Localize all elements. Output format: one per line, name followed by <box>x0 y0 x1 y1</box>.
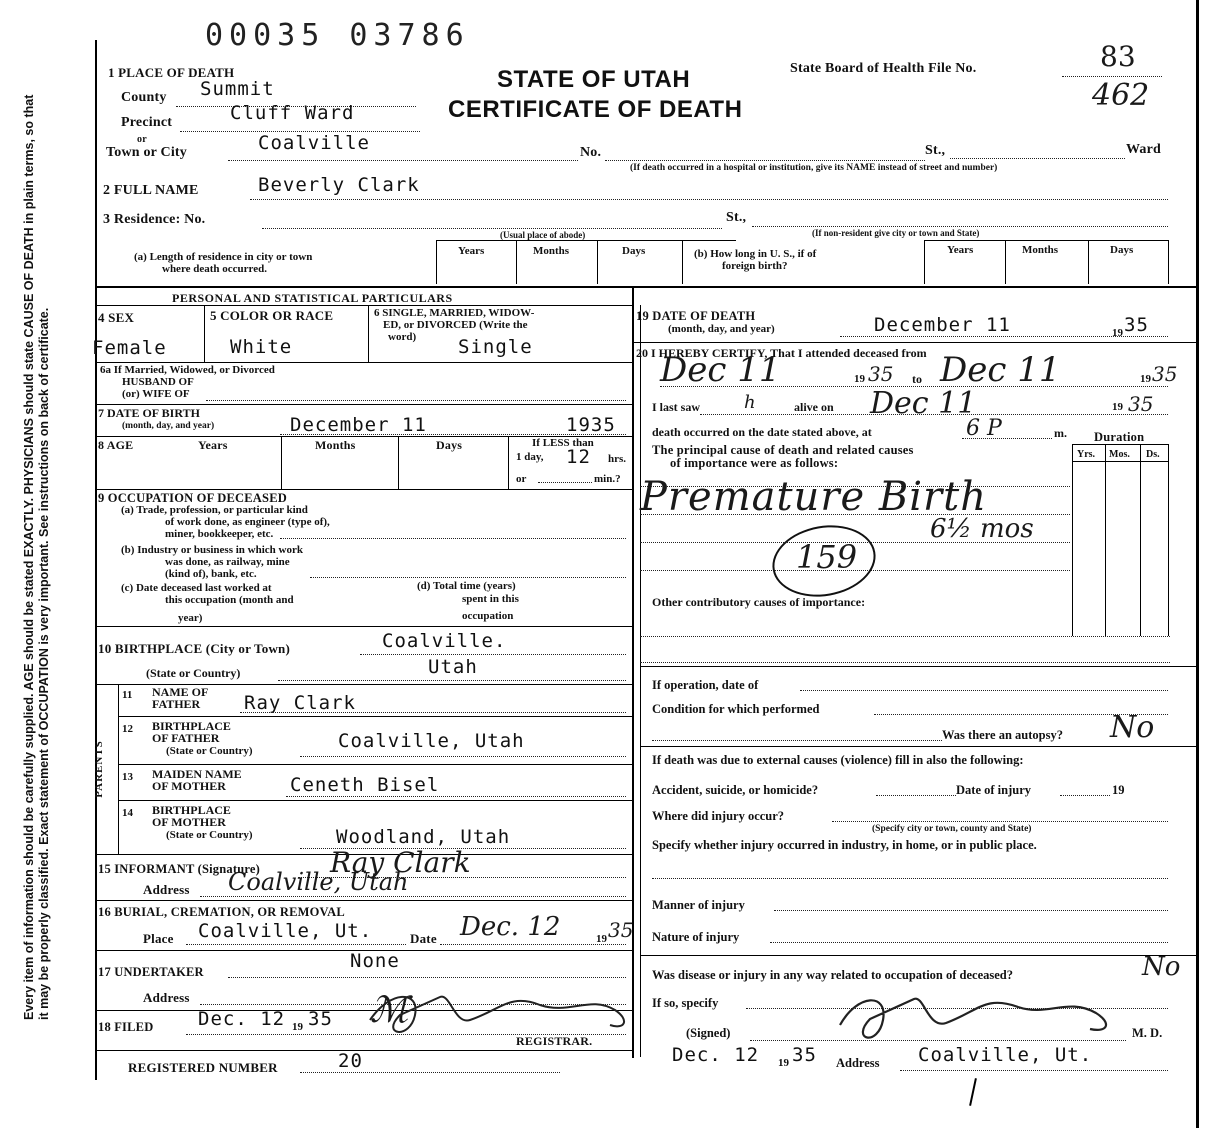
filed-label: 18 FILED <box>98 1020 154 1034</box>
signed-date: Dec. 12 <box>672 1044 760 1066</box>
age-days-header: Days <box>436 438 463 452</box>
marital-label-c: word) <box>388 331 417 343</box>
state-title: STATE OF UTAH <box>497 66 691 93</box>
registrar-signature: ℳ <box>370 990 407 1031</box>
birthplace-state: Utah <box>428 656 478 678</box>
burial-year: 35 <box>608 918 634 942</box>
last-saw-label: I last saw <box>652 400 701 414</box>
md-label: M. D. <box>1132 1026 1163 1040</box>
residence-length-label-b: where death occurred. <box>162 263 267 275</box>
minutes-label: min.? <box>594 473 621 485</box>
parents-side-label: PARENTS <box>92 740 105 798</box>
death-year-prefix: 19 <box>1112 327 1123 339</box>
attended-from-year: 35 <box>868 362 894 386</box>
us-years-header: Years <box>947 244 974 256</box>
alive-on-label: alive on <box>794 400 834 414</box>
certificate-title: CERTIFICATE OF DEATH <box>448 96 743 123</box>
injury-year-label: 19 <box>1112 783 1125 797</box>
instructions-sidebar <box>22 90 82 1020</box>
precinct-value: Cluff Ward <box>230 102 355 124</box>
date-of-death-year: 35 <box>1124 314 1149 336</box>
filed-date: Dec. 12 <box>198 1008 286 1030</box>
occupation-c-line1: (c) Date deceased last worked at <box>121 582 272 594</box>
county-label: County <box>121 90 167 105</box>
burial-place-label: Place <box>143 931 174 946</box>
non-resident-note: (If non-resident give city or town and State) <box>812 228 980 238</box>
certify-label: 20 I HEREBY CERTIFY, That I attended deceased from <box>636 346 927 360</box>
duration-years-header: Yrs. <box>1077 449 1096 460</box>
autopsy-value: No <box>1110 710 1155 745</box>
occupation-related-label: Was disease or injury in any way related to occupation of deceased? <box>652 968 1013 982</box>
circled-code: 159 <box>796 538 858 576</box>
occupation-b-line1: (b) Industry or business in which work <box>121 544 303 556</box>
last-saw-year-prefix: 19 <box>1112 401 1123 413</box>
ward-label: Ward <box>1126 142 1162 157</box>
informant-address: Coalville, Utah <box>228 868 409 896</box>
file-number-label: State Board of Health File No. <box>790 61 977 76</box>
cause-of-death-detail: 6½ mos <box>930 514 1034 544</box>
street-label: St., <box>925 143 946 158</box>
occupation-b-line2: was done, as railway, mine <box>165 556 290 568</box>
occupation-a-line3: miner, bookkeeper, etc. <box>165 528 274 540</box>
registered-number: 20 <box>338 1050 363 1072</box>
dob-year: 1935 <box>566 414 616 436</box>
residence-label: 3 Residence: No. <box>103 212 206 227</box>
attended-to-year: 35 <box>1152 362 1178 386</box>
occupation-d-line2: spent in this <box>462 593 519 605</box>
father-birthplace-label-a: BIRTHPLACE <box>152 719 231 733</box>
filed-year-prefix: 19 <box>292 1021 303 1033</box>
occupation-c-line3: year) <box>178 612 203 624</box>
date-of-death-sublabel: (month, day, and year) <box>668 323 775 335</box>
us-days-header: Days <box>1110 244 1134 256</box>
precinct-label: Precinct <box>121 115 173 130</box>
dob-label-b: (month, day, and year) <box>122 421 215 431</box>
less-than-label: If LESS than <box>532 437 594 449</box>
birthplace-state-label: (State or Country) <box>146 666 241 680</box>
one-day-label: 1 day, <box>516 451 544 463</box>
birthplace-city: Coalville. <box>382 630 507 652</box>
father-birthplace-label-b: OF FATHER <box>152 731 220 745</box>
burial-date-label: Date <box>410 931 437 946</box>
signed-label: (Signed) <box>686 1026 731 1040</box>
duration-months-header: Mos. <box>1109 449 1130 460</box>
undertaker-value: None <box>350 950 400 972</box>
to-year-prefix: 19 <box>1140 373 1151 385</box>
file-number: 83 <box>1100 40 1136 73</box>
specify-place-note: (Specify city or town, county and State) <box>872 824 1032 834</box>
place-of-death-label: 1 PLACE OF DEATH <box>108 65 235 80</box>
mother-label-a: MAIDEN NAME <box>152 767 242 781</box>
informant-address-label: Address <box>143 882 190 897</box>
marital-label-b: ED, or DIVORCED (Write the <box>383 319 528 331</box>
undertaker-label: 17 UNDERTAKER <box>98 965 204 979</box>
town-value: Coalville <box>258 132 370 154</box>
injury-date-label: Date of injury <box>956 783 1031 797</box>
last-saw-year: 35 <box>1128 392 1154 416</box>
last-saw-date: Dec 11 <box>870 386 977 421</box>
physician-address-label: Address <box>836 1056 880 1070</box>
death-occurred-label: death occurred on the date stated above, at <box>652 425 872 439</box>
signed-year: 35 <box>792 1044 817 1066</box>
dob-value: December 11 <box>290 414 427 436</box>
duration-days-header: Ds. <box>1146 449 1160 460</box>
residence-length-label-a: (a) Length of residence in city or town <box>134 251 313 263</box>
registered-number-label: REGISTERED NUMBER <box>128 1060 278 1075</box>
father-label-b: FATHER <box>152 697 201 711</box>
filed-year: 35 <box>308 1008 333 1030</box>
occupation-a-line1: (a) Trade, profession, or particular kind <box>121 504 308 516</box>
marital-label-a: 6 SINGLE, MARRIED, WIDOW- <box>374 307 535 319</box>
father-birthplace: Coalville, Utah <box>338 730 525 752</box>
marital-value: Single <box>458 336 533 358</box>
occupation-a-line2: of work done, as engineer (type of), <box>165 516 330 528</box>
mother-birthplace-label-c: (State or Country) <box>166 829 253 841</box>
mother-birthplace-label-a: BIRTHPLACE <box>152 803 231 817</box>
duration-label: Duration <box>1094 430 1145 444</box>
age-label: 8 AGE <box>98 438 134 452</box>
registrar-signature-scribble <box>360 985 640 1040</box>
registrar-label: REGISTRAR. <box>516 1034 593 1048</box>
age-years-header: Years <box>198 438 228 452</box>
cause-of-death-value: Premature Birth <box>640 474 987 520</box>
residence-days-header: Days <box>622 245 646 257</box>
mother-birthplace-label-b: OF MOTHER <box>152 815 226 829</box>
cause-label-b: of importance were as follows: <box>670 456 839 470</box>
contributory-causes-label: Other contributory causes of importance: <box>652 595 866 609</box>
burial-year-prefix: 19 <box>596 933 607 945</box>
informant-label: 15 INFORMANT (Signature) <box>98 862 260 876</box>
mother-birthplace: Woodland, Utah <box>336 826 511 848</box>
condition-label: Condition for which performed <box>652 702 820 716</box>
attended-from-date: Dec 11 <box>660 350 781 390</box>
hours-label: hrs. <box>608 453 627 465</box>
physician-signature <box>828 985 1128 1045</box>
father-label-a: NAME OF <box>152 685 209 699</box>
burial-place: Coalville, Ut. <box>198 920 373 942</box>
date-of-death-value: December 11 <box>874 314 1011 336</box>
last-saw-pronoun: h <box>744 392 756 413</box>
residence-street-label: St., <box>726 210 747 225</box>
occupation-d-line1: (d) Total time (years) <box>417 580 516 592</box>
age-or-label: or <box>516 473 527 485</box>
father-birthplace-label-c: (State or Country) <box>166 745 253 757</box>
from-year-prefix: 19 <box>854 373 865 385</box>
date-of-death-label: 19 DATE OF DEATH <box>636 309 756 323</box>
burial-date: Dec. 12 <box>460 912 561 942</box>
nature-label: Nature of injury <box>652 930 740 944</box>
spouse-label-b: HUSBAND OF <box>122 376 194 388</box>
death-time: 6 P <box>966 416 1002 441</box>
full-name-label: 2 FULL NAME <box>103 183 199 198</box>
hospital-note: (If death occurred in a hospital or institution, give its NAME instead of street and number) <box>630 163 998 173</box>
number-label: No. <box>580 145 602 160</box>
age-months-header: Months <box>315 438 356 452</box>
father-name: Ray Clark <box>244 692 356 714</box>
mother-name: Ceneth Bisel <box>290 774 440 796</box>
us-months-header: Months <box>1022 244 1059 256</box>
physician-address: Coalville, Ut. <box>918 1044 1093 1066</box>
father-number: 11 <box>122 689 133 701</box>
instructions-text: Every item of information should be carefully supplied. AGE should be stated EXACTLY. PHYSICIANS should state CAUSE OF DEATH in plain terms, so that it may be properly classified. Exact statement of OCCUPATION is very important. See instructions on back of certificate. <box>22 94 51 1020</box>
occupation-related-value: No <box>1142 952 1181 982</box>
file-number-secondary: 462 <box>1092 78 1150 113</box>
occupation-d-line3: occupation <box>462 610 514 622</box>
m-label: m. <box>1054 426 1067 440</box>
industry-label: Specify whether injury occurred in industry, in home, or in public place. <box>652 838 1037 852</box>
usual-abode-note: (Usual place of abode) <box>500 230 586 240</box>
undertaker-address-label: Address <box>143 990 190 1005</box>
birthplace-label: 10 BIRTHPLACE (City or Town) <box>98 641 290 656</box>
sex-label: 4 SEX <box>98 310 135 325</box>
mother-number: 13 <box>122 771 133 783</box>
occupation-c-line2: this occupation (month and <box>165 594 294 606</box>
personal-heading: PERSONAL AND STATISTICAL PARTICULARS <box>172 291 453 305</box>
or-label: or <box>137 134 147 145</box>
age-hours-value: 12 <box>566 446 591 468</box>
full-name-value: Beverly Clark <box>258 174 420 196</box>
dob-label-a: 7 DATE OF BIRTH <box>98 406 200 420</box>
residence-months-header: Months <box>533 245 570 257</box>
mother-birthplace-number: 14 <box>122 807 133 819</box>
cause-label-a: The principal cause of death and related causes <box>652 443 914 457</box>
us-length-label-b: foreign birth? <box>722 260 788 272</box>
spouse-label-a: 6a If Married, Widowed, or Divorced <box>100 364 275 376</box>
document-number: 00035 03786 <box>205 18 470 53</box>
informant-signature: Ray Clark <box>330 846 471 879</box>
occupation-b-line3: (kind of), bank, etc. <box>165 568 257 580</box>
where-injury-label: Where did injury occur? <box>652 809 785 823</box>
color-label: 5 COLOR OR RACE <box>210 308 334 323</box>
occupation-label: 9 OCCUPATION OF DECEASED <box>98 491 287 505</box>
operation-label: If operation, date of <box>652 678 759 692</box>
attended-to-date: Dec 11 <box>940 350 1061 390</box>
external-causes-label: If death was due to external causes (violence) fill in also the following: <box>652 753 1024 767</box>
town-label: Town or City <box>106 145 187 160</box>
burial-label: 16 BURIAL, CREMATION, OR REMOVAL <box>98 905 345 919</box>
signed-year-prefix: 19 <box>778 1057 789 1069</box>
mother-label-b: OF MOTHER <box>152 779 226 793</box>
autopsy-label: Was there an autopsy? <box>942 728 1063 742</box>
us-length-label-a: (b) How long in U. S., if of <box>694 248 817 260</box>
if-so-label: If so, specify <box>652 996 719 1010</box>
father-birthplace-number: 12 <box>122 723 133 735</box>
color-value: White <box>230 336 293 358</box>
manner-label: Manner of injury <box>652 898 745 912</box>
accident-label: Accident, suicide, or homicide? <box>652 783 819 797</box>
county-value: Summit <box>200 78 275 100</box>
attended-to-label: to <box>912 372 922 386</box>
spouse-label-c: (or) WIFE OF <box>122 388 190 400</box>
sex-value: Female <box>92 337 167 359</box>
residence-years-header: Years <box>458 245 485 257</box>
